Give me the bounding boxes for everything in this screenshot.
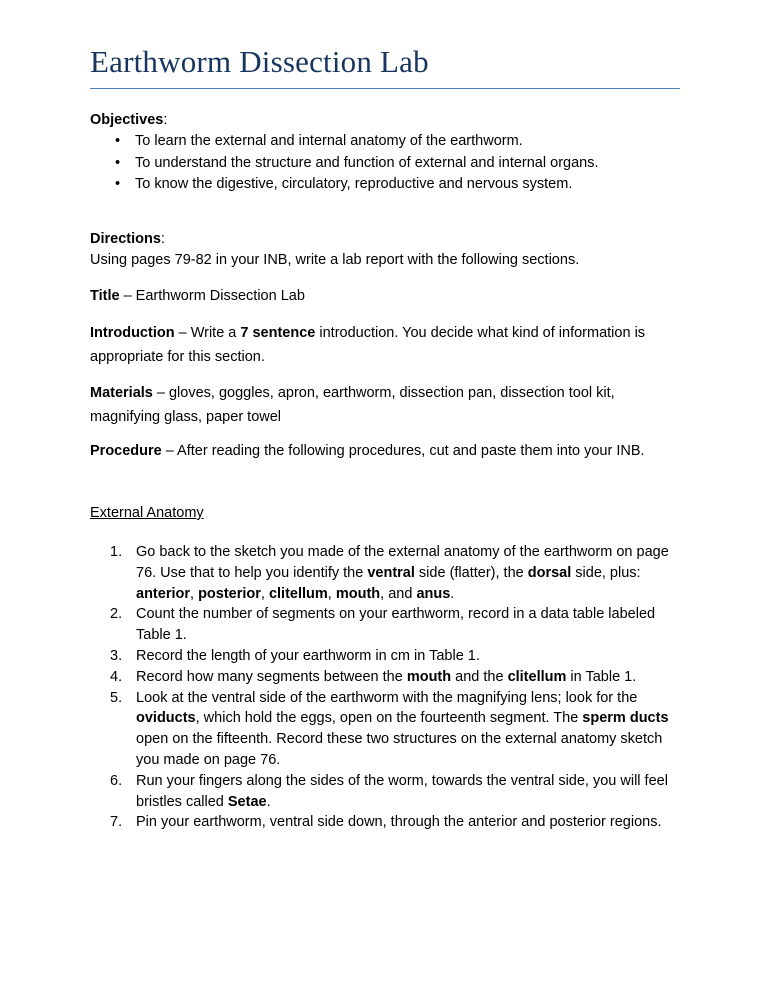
step-bold-term: ventral (367, 564, 415, 581)
step-bold-term: mouth (406, 668, 452, 685)
step-bold-term: clitellum (268, 585, 328, 602)
directions-text: Using pages 79-82 in your INB, write a lab report with the following sections. (90, 252, 580, 268)
step-number: 7. (110, 814, 123, 831)
directions-colon: : (160, 231, 165, 247)
step-text: . (450, 585, 455, 602)
step-text: open on the fifteenth. Record these two structures on the external anatomy sketch you made on page 76. (136, 731, 663, 768)
objectives-list (90, 131, 680, 196)
objectives-colon: : (163, 112, 168, 128)
step-text: Look at the ventral side of the earthworm with the magnifying lens; look for the (136, 689, 638, 706)
procedure-steps-list (90, 542, 680, 833)
procedure-step (90, 542, 680, 604)
step-text: Record how many segments between the (136, 668, 407, 685)
procedure-section (90, 441, 680, 462)
external-anatomy-steps (90, 542, 680, 833)
bullet-icon: • (115, 176, 121, 192)
step-bold-term: anus (416, 585, 451, 602)
page-title: Earthworm Dissection Lab (90, 44, 429, 79)
introduction-bold-text: 7 sentence (240, 325, 316, 341)
materials-text: – gloves, goggles, apron, earthworm, dissection pan, dissection tool kit, magnifying glass, paper towel (90, 385, 615, 425)
step-bold-term: dorsal (527, 564, 572, 581)
title-label: Title (90, 288, 120, 304)
step-number: 6. (110, 772, 123, 789)
step-text: side, plus: (571, 564, 641, 581)
step-text: . (266, 793, 271, 810)
objective-item (90, 174, 680, 196)
step-bold-term: oviducts (136, 710, 196, 727)
objectives-label: Objectives (90, 112, 164, 128)
step-bold-term: Setae (227, 793, 267, 810)
procedure-text: – After reading the following procedures, cut and paste them into your INB. (161, 443, 645, 459)
step-text: side (flatter), the (414, 564, 528, 581)
step-text: , and (380, 585, 417, 602)
step-text: and the (451, 668, 508, 685)
external-anatomy-heading: External Anatomy (90, 505, 204, 521)
step-bold-term: anterior (136, 585, 190, 602)
objectives-heading (90, 110, 680, 131)
step-number: 1. (110, 544, 123, 560)
procedure-step (90, 646, 680, 667)
materials-section (90, 381, 680, 429)
step-text: Record the length of your earthworm in cm in Table 1. (136, 647, 480, 664)
step-bold-term: mouth (335, 585, 381, 602)
procedure-step (90, 667, 680, 688)
step-number: 4. (110, 668, 123, 685)
external-anatomy-section (90, 503, 680, 524)
procedure-label: Procedure (90, 443, 162, 459)
objective-text: To understand the structure and function of external and internal organs. (135, 154, 599, 171)
step-text: in Table 1. (566, 668, 637, 685)
objective-text: To know the digestive, circulatory, reproductive and nervous system. (135, 176, 573, 192)
directions-section (90, 229, 680, 271)
step-number: 3. (110, 647, 123, 664)
objectives-section (90, 110, 680, 196)
step-number: 2. (110, 606, 123, 623)
objective-text: To learn the external and internal anatomy of the earthworm. (135, 133, 523, 149)
step-bold-term: sperm ducts (582, 710, 669, 727)
title-underline-divider (90, 88, 680, 89)
bullet-icon: • (115, 133, 121, 149)
step-text: , which hold the eggs, open on the fourteenth segment. The (195, 710, 583, 727)
procedure-step (90, 771, 680, 813)
title-text: – Earthworm Dissection Lab (119, 288, 305, 304)
step-text: , (190, 585, 199, 602)
introduction-text-before: – Write a (174, 325, 241, 341)
step-text: Run your fingers along the sides of the worm, towards the ventral side, you will feel bristles called (136, 772, 668, 810)
title-section (90, 286, 680, 307)
bullet-icon: • (115, 154, 121, 171)
procedure-step (90, 812, 680, 833)
step-text: Pin your earthworm, ventral side down, through the anterior and posterior regions. (136, 814, 662, 831)
objective-item (90, 131, 680, 153)
step-bold-term: clitellum (507, 668, 567, 685)
directions-heading (90, 229, 680, 250)
procedure-step (90, 604, 680, 646)
step-text: Go back to the sketch you made of the external anatomy of the earthworm on page 76. Use that to help you identify the (136, 544, 669, 581)
step-bold-term: posterior (198, 585, 261, 602)
procedure-step (90, 688, 680, 771)
materials-label: Materials (90, 385, 153, 401)
introduction-label: Introduction (90, 325, 175, 341)
introduction-section (90, 321, 680, 369)
step-text: , (260, 585, 269, 602)
directions-label: Directions (90, 231, 161, 247)
step-text: Count the number of segments on your earthworm, record in a data table labeled Table 1. (136, 606, 656, 644)
step-text: , (327, 585, 336, 602)
introduction-text-after: introduction. You decide what kind of information is appropriate for this section. (90, 325, 646, 365)
objective-item (90, 153, 680, 175)
step-number: 5. (110, 689, 123, 706)
